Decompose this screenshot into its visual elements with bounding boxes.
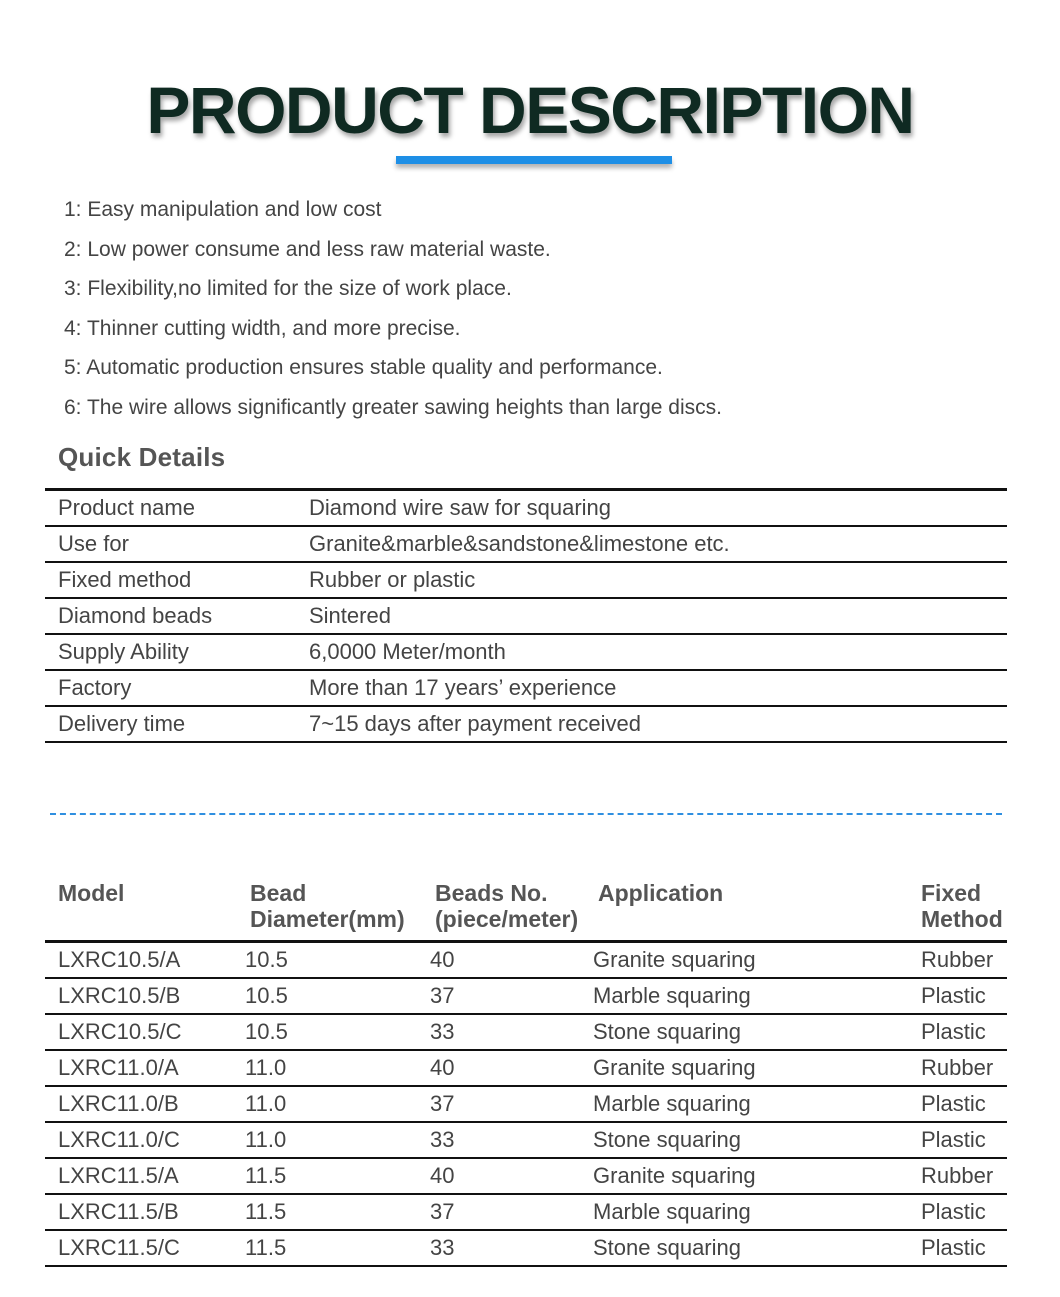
column-header-bead-diameter [245, 876, 430, 942]
cell-application: Granite squaring [593, 1050, 921, 1086]
cell-beads-no: 37 [430, 1194, 593, 1230]
cell-beads-no: 33 [430, 1122, 593, 1158]
table-row [45, 1122, 1007, 1158]
detail-key: Use for [45, 526, 309, 562]
table-row [45, 1086, 1007, 1122]
cell-fixed-method: Rubber [921, 942, 1007, 979]
spec-table [45, 876, 1007, 1267]
spec-table-body [45, 942, 1007, 1267]
cell-model: LXRC10.5/A [45, 942, 245, 979]
feature-item: 6: The wire allows significantly greater sawing heights than large discs. [64, 395, 722, 419]
cell-bead-diameter: 11.0 [245, 1122, 430, 1158]
cell-bead-diameter: 10.5 [245, 1014, 430, 1050]
cell-beads-no: 40 [430, 1050, 593, 1086]
cell-fixed-method: Plastic [921, 1122, 1007, 1158]
detail-key: Delivery time [45, 706, 309, 742]
detail-value: 6,0000 Meter/month [309, 634, 1007, 670]
cell-application: Marble squaring [593, 1194, 921, 1230]
table-row [45, 1230, 1007, 1266]
cell-bead-diameter: 11.5 [245, 1230, 430, 1266]
detail-value: Rubber or plastic [309, 562, 1007, 598]
cell-model: LXRC11.5/C [45, 1230, 245, 1266]
cell-beads-no: 33 [430, 1230, 593, 1266]
feature-item: 3: Flexibility,no limited for the size of work place. [64, 277, 512, 301]
cell-beads-no: 40 [430, 1158, 593, 1194]
cell-application: Stone squaring [593, 1122, 921, 1158]
table-row [45, 1014, 1007, 1050]
table-header-row [45, 876, 1007, 942]
header-line: Bead [250, 880, 307, 906]
header-line: Model [58, 880, 125, 906]
table-row [45, 1158, 1007, 1194]
cell-bead-diameter: 10.5 [245, 978, 430, 1014]
cell-application: Stone squaring [593, 1014, 921, 1050]
detail-key: Fixed method [45, 562, 309, 598]
table-row [45, 634, 1007, 670]
table-row [45, 1050, 1007, 1086]
column-header-model [45, 876, 245, 942]
cell-fixed-method: Plastic [921, 978, 1007, 1014]
table-row [45, 598, 1007, 634]
cell-fixed-method: Plastic [921, 1014, 1007, 1050]
cell-model: LXRC10.5/B [45, 978, 245, 1014]
detail-value: More than 17 years’ experience [309, 670, 1007, 706]
cell-bead-diameter: 11.5 [245, 1158, 430, 1194]
detail-value: Sintered [309, 598, 1007, 634]
cell-bead-diameter: 11.0 [245, 1086, 430, 1122]
detail-key: Supply Ability [45, 634, 309, 670]
feature-item: 2: Low power consume and less raw material waste. [64, 237, 551, 261]
detail-key: Diamond beads [45, 598, 309, 634]
cell-application: Granite squaring [593, 942, 921, 979]
header-line: Method [921, 906, 1003, 932]
header-line: (piece/meter) [435, 906, 579, 932]
cell-model: LXRC10.5/C [45, 1014, 245, 1050]
cell-model: LXRC11.0/A [45, 1050, 245, 1086]
title-underline [396, 156, 672, 164]
quick-details-heading: Quick Details [58, 442, 226, 472]
table-row [45, 1194, 1007, 1230]
detail-value: Granite&marble&sandstone&limestone etc. [309, 526, 1007, 562]
cell-beads-no: 33 [430, 1014, 593, 1050]
cell-bead-diameter: 11.5 [245, 1194, 430, 1230]
cell-model: LXRC11.5/B [45, 1194, 245, 1230]
cell-fixed-method: Plastic [921, 1194, 1007, 1230]
header-line: Application [598, 880, 724, 906]
table-row [45, 978, 1007, 1014]
table-row [45, 526, 1007, 562]
column-header-application [593, 876, 921, 942]
feature-list [64, 190, 722, 428]
cell-fixed-method: Rubber [921, 1158, 1007, 1194]
page-title: PRODUCT DESCRIPTION [146, 73, 914, 147]
feature-item: 4: Thinner cutting width, and more precise. [64, 316, 461, 340]
table-row [45, 942, 1007, 979]
cell-bead-diameter: 11.0 [245, 1050, 430, 1086]
column-header-fixed-method [921, 876, 1007, 942]
cell-fixed-method: Plastic [921, 1230, 1007, 1266]
cell-application: Marble squaring [593, 978, 921, 1014]
detail-key: Factory [45, 670, 309, 706]
cell-application: Marble squaring [593, 1086, 921, 1122]
feature-item: 5: Automatic production ensures stable quality and performance. [64, 356, 663, 380]
detail-value: 7~15 days after payment received [309, 706, 1007, 742]
section-divider [50, 813, 1002, 815]
column-header-beads-no [430, 876, 593, 942]
cell-model: LXRC11.0/B [45, 1086, 245, 1122]
cell-beads-no: 37 [430, 1086, 593, 1122]
table-row [45, 670, 1007, 706]
detail-value: Diamond wire saw for squaring [309, 490, 1007, 527]
detail-key: Product name [45, 490, 309, 527]
header-line: Fixed [921, 880, 982, 906]
quick-details-table [45, 488, 1007, 743]
cell-model: LXRC11.0/C [45, 1122, 245, 1158]
table-row [45, 490, 1007, 527]
header-line: Beads No. [435, 880, 548, 906]
table-row [45, 706, 1007, 742]
cell-fixed-method: Rubber [921, 1050, 1007, 1086]
table-row [45, 562, 1007, 598]
feature-item: 1: Easy manipulation and low cost [64, 198, 382, 221]
cell-application: Granite squaring [593, 1158, 921, 1194]
cell-application: Stone squaring [593, 1230, 921, 1266]
header-line: Diameter(mm) [250, 906, 405, 932]
cell-model: LXRC11.5/A [45, 1158, 245, 1194]
cell-beads-no: 37 [430, 978, 593, 1014]
cell-bead-diameter: 10.5 [245, 942, 430, 979]
cell-fixed-method: Plastic [921, 1086, 1007, 1122]
cell-beads-no: 40 [430, 942, 593, 979]
